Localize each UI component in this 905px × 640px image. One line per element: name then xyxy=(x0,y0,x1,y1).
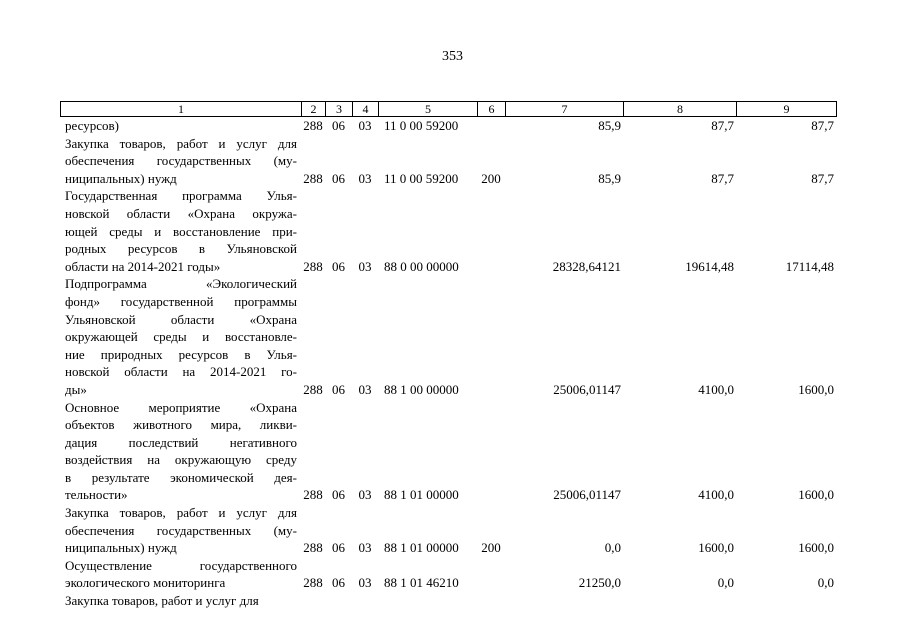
header-cell-9: 9 xyxy=(737,102,837,117)
item-name-line: Осуществление государственного xyxy=(65,557,297,573)
header-cell-2: 2 xyxy=(302,102,326,117)
chapter-code: 03 xyxy=(358,487,372,503)
amount-year-3: 1600,0 xyxy=(798,487,834,503)
section-code: 288 xyxy=(303,575,323,591)
chapter-code: 03 xyxy=(358,540,372,556)
amount-year-1: 0,0 xyxy=(604,540,621,556)
item-name-line: Закупка товаров, работ и услуг для xyxy=(65,505,297,521)
amount-year-3 xyxy=(736,592,836,610)
amount-year-2: 4100,0 xyxy=(698,487,734,503)
target-article-code: 88 1 01 00000 xyxy=(384,487,459,503)
item-name-line: области на 2014-2021 годы» xyxy=(65,258,221,274)
amount-year-3: 87,7 xyxy=(811,170,834,186)
header-row xyxy=(61,102,837,117)
expense-type-code xyxy=(477,117,505,135)
subsection-code: 06 xyxy=(332,575,345,591)
budget-table xyxy=(60,117,836,610)
subsection-code: 06 xyxy=(332,170,345,186)
table-row xyxy=(60,592,836,610)
header-cell-4: 4 xyxy=(353,102,379,117)
table-row xyxy=(60,135,836,188)
item-name xyxy=(60,117,301,135)
amount-year-2: 0,0 xyxy=(717,575,734,591)
amount-year-3: 0,0 xyxy=(817,575,834,591)
item-name-line: ющей среды и восстановление при- xyxy=(65,223,297,239)
item-name xyxy=(60,275,301,398)
section-code: 288 xyxy=(303,381,323,397)
item-name-line: Закупка товаров, работ и услуг для xyxy=(65,135,297,151)
header-cell-8: 8 xyxy=(624,102,737,117)
item-name-line: ниципальных) нужд xyxy=(65,170,177,186)
target-article-code: 88 1 01 46210 xyxy=(384,575,459,591)
header-cell-7: 7 xyxy=(506,102,624,117)
header-cell-3: 3 xyxy=(326,102,353,117)
item-name-line: фонд» государственной программы xyxy=(65,293,297,309)
amount-year-3: 1600,0 xyxy=(798,540,834,556)
item-name-line: воздействия на окружающую среду xyxy=(65,452,297,468)
table-row xyxy=(60,117,836,135)
amount-year-2: 4100,0 xyxy=(698,381,734,397)
page-number: 353 xyxy=(442,49,463,64)
item-name-line: окружающей среды и восстановле- xyxy=(65,329,297,345)
subsection-code: 06 xyxy=(332,381,345,397)
section-code: 288 xyxy=(303,118,323,133)
table-row xyxy=(60,275,836,398)
table-row xyxy=(60,557,836,592)
amount-year-3: 87,7 xyxy=(811,118,834,133)
item-name-line: ды» xyxy=(65,381,87,397)
item-name-line: тельности» xyxy=(65,487,128,503)
item-name-line: родных ресурсов в Ульяновской xyxy=(65,241,297,257)
item-name-line: дация последствий негативного xyxy=(65,434,297,450)
item-name-line: Подпрограмма «Экологический xyxy=(65,276,297,292)
expense-type-code xyxy=(477,399,505,505)
item-name-line: Основное мероприятие «Охрана xyxy=(65,399,297,415)
section-code: 288 xyxy=(303,540,323,556)
amount-year-1: 21250,0 xyxy=(578,575,621,591)
item-name-line: ресурсов) xyxy=(65,118,119,133)
amount-year-1: 28328,64121 xyxy=(552,258,621,274)
target-article-code: 11 0 00 59200 xyxy=(384,170,459,186)
item-name-line: объектов животного мира, ликви- xyxy=(65,417,297,433)
target-article-code: 88 1 01 00000 xyxy=(384,540,459,556)
header-cell-5: 5 xyxy=(379,102,478,117)
item-name xyxy=(60,504,301,557)
item-name-line: Государственная программа Улья- xyxy=(65,188,297,204)
amount-year-1: 85,9 xyxy=(598,170,621,186)
item-name xyxy=(60,592,301,610)
target-article-code: 88 0 00 00000 xyxy=(384,258,459,274)
item-name xyxy=(60,187,301,275)
section-code: 288 xyxy=(303,258,323,274)
expense-type-code xyxy=(477,187,505,275)
column-header-table xyxy=(60,101,837,117)
expense-type-code: 200 xyxy=(481,540,501,556)
item-name-line: ние природных ресурсов в Улья- xyxy=(65,346,297,362)
subsection-code: 06 xyxy=(332,118,345,133)
subsection-code: 06 xyxy=(332,258,345,274)
table-row xyxy=(60,399,836,505)
target-article-code xyxy=(378,592,477,610)
expense-type-code xyxy=(477,592,505,610)
item-name-line: Закупка товаров, работ и услуг для xyxy=(65,593,259,609)
amount-year-2: 19614,48 xyxy=(685,258,734,274)
amount-year-1: 85,9 xyxy=(598,118,621,133)
subsection-code xyxy=(325,592,352,610)
target-article-code: 88 1 00 00000 xyxy=(384,381,459,397)
expense-type-code xyxy=(477,557,505,592)
chapter-code: 03 xyxy=(358,170,372,186)
amount-year-2: 87,7 xyxy=(711,170,734,186)
section-code: 288 xyxy=(303,170,323,186)
amount-year-1: 25006,01147 xyxy=(553,487,621,503)
header-cell-6: 6 xyxy=(478,102,506,117)
table-body xyxy=(60,117,836,610)
item-name-line: обеспечения государственных (му- xyxy=(65,522,297,538)
subsection-code: 06 xyxy=(332,540,345,556)
chapter-code: 03 xyxy=(358,575,372,591)
amount-year-2: 1600,0 xyxy=(698,540,734,556)
section-code xyxy=(301,592,325,610)
item-name-line: в результате экономической дея- xyxy=(65,469,297,485)
chapter-code: 03 xyxy=(358,381,372,397)
amount-year-2 xyxy=(623,592,736,610)
target-article-code: 11 0 00 59200 xyxy=(384,118,459,133)
item-name-line: ниципальных) нужд xyxy=(65,540,177,556)
table-row xyxy=(60,187,836,275)
amount-year-2: 87,7 xyxy=(711,118,734,133)
amount-year-1: 25006,01147 xyxy=(553,381,621,397)
item-name-line: новской области «Охрана окружа- xyxy=(65,205,297,221)
item-name-line: обеспечения государственных (му- xyxy=(65,153,297,169)
amount-year-3: 17114,48 xyxy=(785,258,834,274)
item-name-line: новской области на 2014-2021 го- xyxy=(65,364,297,380)
expense-type-code xyxy=(477,275,505,398)
item-name-line: экологического мониторинга xyxy=(65,575,226,591)
item-name xyxy=(60,557,301,592)
item-name xyxy=(60,399,301,505)
expense-type-code: 200 xyxy=(481,170,501,186)
section-code: 288 xyxy=(303,487,323,503)
item-name xyxy=(60,135,301,188)
amount-year-1 xyxy=(505,592,623,610)
chapter-code xyxy=(352,592,378,610)
item-name-line: Ульяновской области «Охрана xyxy=(65,311,297,327)
chapter-code: 03 xyxy=(358,118,372,133)
amount-year-3: 1600,0 xyxy=(798,381,834,397)
chapter-code: 03 xyxy=(358,258,372,274)
header-cell-1: 1 xyxy=(61,102,302,117)
subsection-code: 06 xyxy=(332,487,345,503)
table-row xyxy=(60,504,836,557)
